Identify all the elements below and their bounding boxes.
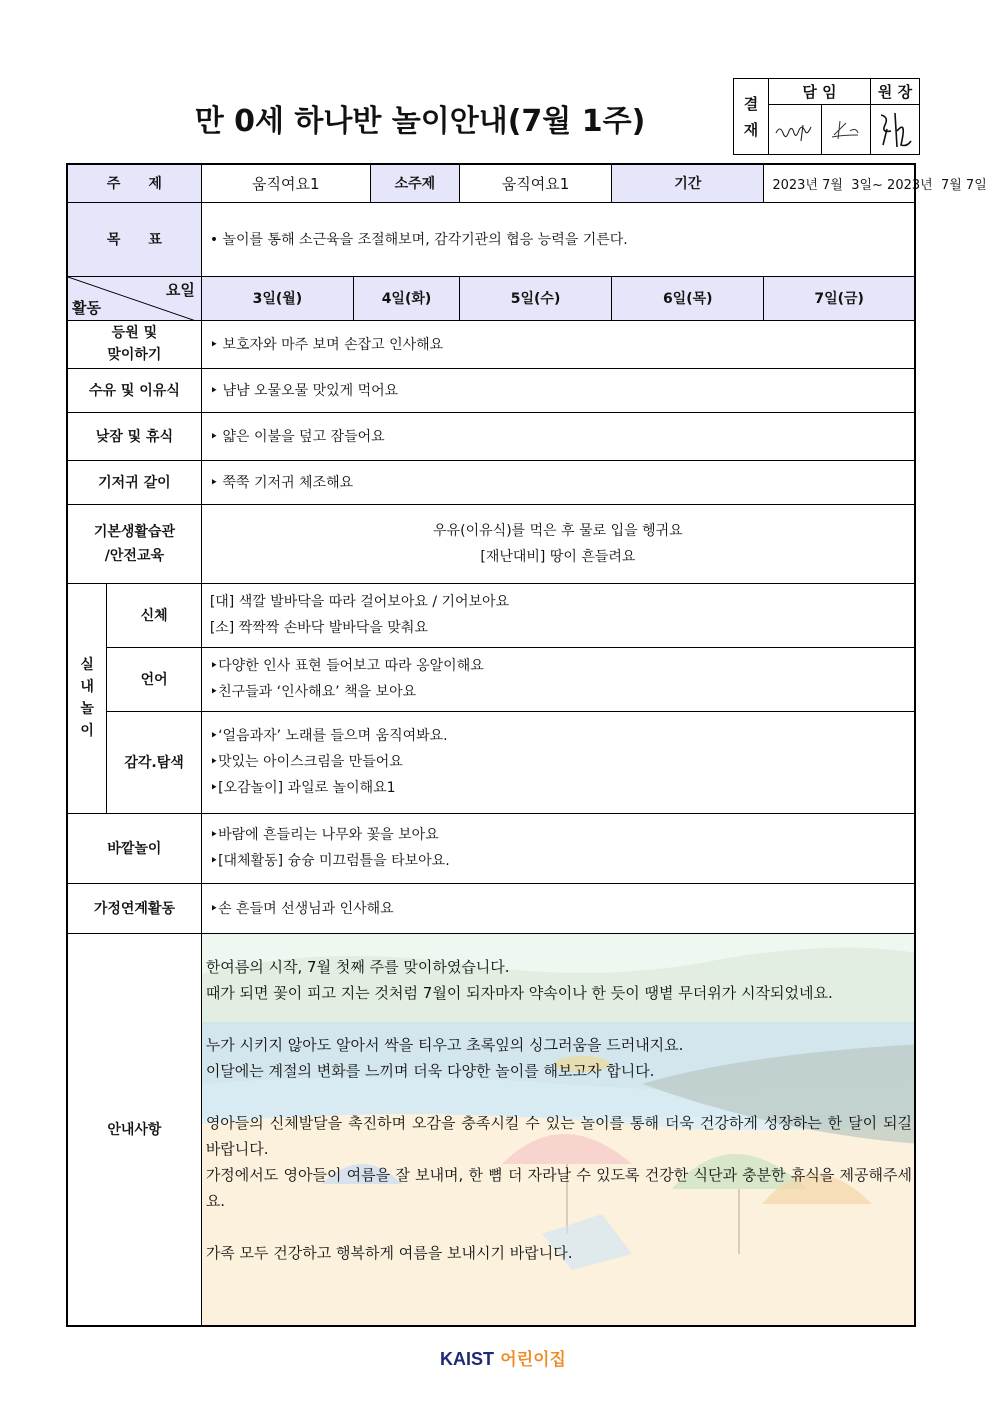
- daycare-name: 어린이집: [500, 1350, 566, 1370]
- habits-label-line2: /안전교육: [104, 547, 165, 564]
- habits-label-line1: 기본생활습관: [93, 523, 175, 540]
- sensory-line-2: ‣맛있는 아이스크림을 만들어요: [209, 754, 403, 770]
- footer-logo: [440, 1345, 566, 1370]
- teacher-signature-1: [769, 105, 822, 155]
- routine-label-diaper: 기저귀 갈이: [67, 460, 201, 504]
- goal-label: 목 표: [67, 202, 201, 276]
- language-line-2: ‣친구들과 ‘인사해요’ 책을 보아요: [209, 684, 417, 700]
- habits-line-2: [재난대비] 땅이 흔들려요: [480, 548, 636, 565]
- physical-text: [201, 583, 915, 647]
- language-label: 언어: [107, 647, 201, 711]
- notice-label: 안내사항: [67, 933, 201, 1326]
- notice-paragraph-3: 영아들의 신체발달을 촉진하며 오감을 충족시킬 수 있는 놀이를 통해 더욱 건강하게 성장하는 한 달이 되길 바랍니다. 가정에서도 영아들이 여름을 잘 보내며, 한 뼘 더 자라날 수 있도록 건강한 식단과 충분한 휴식을 제공해주세요.: [205, 1113, 912, 1210]
- goal-text: • 놀이를 통해 소근육을 조절해보며, 감각기관의 협응 능력을 기른다.: [201, 202, 915, 276]
- family-text: ‣손 흔들며 선생님과 인사해요: [201, 883, 915, 933]
- theme-value: 움직여요1: [201, 164, 370, 202]
- notice-paragraph-1: 한여름의 시작, 7월 첫째 주를 맞이하였습니다. 때가 되면 꽃이 피고 지는 것처럼 7월이 되자마자 약속이나 한 듯이 땡볕 무더위가 시작되었네요.: [205, 957, 833, 1002]
- indoor-play-label: 실 내 놀 이: [67, 583, 107, 813]
- physical-label: 신체: [107, 583, 201, 647]
- outdoor-text: [201, 813, 915, 883]
- day-wed: 5일(수): [459, 276, 611, 320]
- subtheme-value: 움직여요1: [459, 164, 611, 202]
- routine-text-nap: ‣ 얇은 이불을 덮고 잠들어요: [201, 412, 915, 460]
- habits-label: [67, 504, 201, 583]
- sensory-line-3: ‣[오감놀이] 과일로 놀이해요1: [209, 780, 396, 796]
- physical-line-1: [대] 색깔 발바닥을 따라 걸어보아요 / 기어보아요: [209, 594, 510, 610]
- subtheme-label: 소주제: [370, 164, 459, 202]
- sensory-label: 감각.탐색: [107, 711, 201, 813]
- activity-label: 활동: [72, 298, 101, 317]
- day-fri: 7일(금): [764, 276, 915, 320]
- plan-table: [66, 163, 987, 1327]
- notice-paragraph-2: 누가 시키지 않아도 알아서 싹을 티우고 초록잎의 싱그러움을 드러내지요. 이달에는 계절의 변화를 느끼며 더욱 다양한 놀이를 해보고자 합니다.: [205, 1035, 684, 1080]
- teacher-signature-2: [822, 105, 871, 155]
- notice-content: [201, 933, 915, 1326]
- routine-label-arrival: 등원 및 맞이하기: [67, 320, 201, 368]
- approval-label: 결 재: [734, 79, 769, 155]
- approval-box: [733, 78, 920, 155]
- family-label: 가정연계활동: [67, 883, 201, 933]
- period-label: 기간: [612, 164, 764, 202]
- teacher-header: 담 임: [769, 79, 871, 105]
- routine-text-arrival: ‣ 보호자와 마주 보며 손잡고 인사해요: [201, 320, 915, 368]
- day-thu: 6일(목): [612, 276, 764, 320]
- routine-label-feeding: 수유 및 이유식: [67, 368, 201, 412]
- day-mon: 3일(월): [201, 276, 353, 320]
- kaist-logo-text: KAIST: [440, 1349, 494, 1369]
- theme-label: 주 제: [67, 164, 201, 202]
- habits-text: [201, 504, 915, 583]
- physical-line-2: [소] 짝짝짝 손바닥 발바닥을 맞춰요: [209, 620, 428, 636]
- notice-paragraph-4: 가족 모두 건강하고 행복하게 여름을 보내시기 바랍니다.: [205, 1243, 573, 1262]
- routine-text-diaper: ‣ 쭉쭉 기저귀 체조해요: [201, 460, 915, 504]
- period-value: 2023년 7월 3일~ 2023년 7월 7일: [764, 164, 915, 202]
- language-text: [201, 647, 915, 711]
- day-label: 요일: [165, 280, 195, 299]
- notice-text: [202, 934, 914, 1266]
- page-title: 만 0세 하나반 놀이안내(7월 1주): [194, 104, 646, 139]
- outdoor-line-2: ‣[대체활동] 슝슝 미끄럼틀을 타보아요.: [209, 853, 450, 869]
- director-signature: [871, 105, 920, 155]
- routine-text-feeding: ‣ 냠냠 오물오물 맛있게 먹어요: [201, 368, 915, 412]
- day-tue: 4일(화): [353, 276, 459, 320]
- language-line-1: ‣다양한 인사 표현 들어보고 따라 옹알이해요: [209, 658, 484, 674]
- sensory-text: [201, 711, 915, 813]
- routine-label-nap: 낮잠 및 휴식: [67, 412, 201, 460]
- sensory-line-1: ‣‘얼음과자’ 노래를 들으며 움직여봐요.: [209, 728, 448, 744]
- director-header: 원 장: [871, 79, 920, 105]
- habits-line-1: 우유(이유식)를 먹은 후 물로 입을 헹귀요: [433, 522, 683, 539]
- day-activity-corner: [67, 276, 201, 320]
- outdoor-label: 바깥놀이: [67, 813, 201, 883]
- outdoor-line-1: ‣바람에 흔들리는 나무와 꽃을 보아요: [209, 827, 439, 843]
